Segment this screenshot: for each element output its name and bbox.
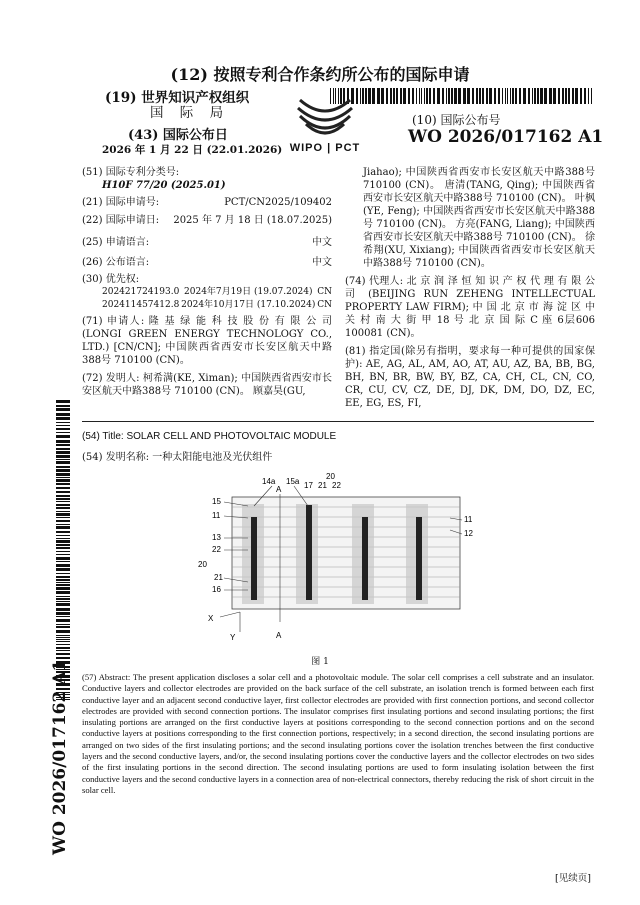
label-20: 20	[326, 472, 335, 481]
label-11-left: 11	[212, 511, 221, 520]
filing-date-label: (22) 国际申请日:	[82, 215, 160, 226]
label-22-left: 22	[212, 545, 221, 554]
label-20-left: 20	[198, 560, 207, 569]
filing-lang-value: 中文	[312, 237, 332, 248]
label-21-left: 21	[214, 573, 223, 582]
pub-lang-value: 中文	[312, 257, 332, 268]
label-X: X	[208, 614, 214, 623]
app-no-value: PCT/CN2025/109402	[224, 197, 332, 208]
label-11-right: 11	[464, 515, 473, 524]
inventors-cont: Jiahao); 中国陕西省西安市长安区航天中路388号 710100 (CN)。 唐清(TANG, Qing); 中国陕西省西安市长安区航天中路388号 710100 (CN)。 叶枫(YE, Feng); 中国陕西省西安市长安区航天中路388号 710100 (CN)。 方亮(FANG, Liang); 中国陕西省西安市长安区航天中路388号 710100 (CN)。 徐希翔(XU, Xixiang); 中国陕西省西安市长安区航天中路388号 710100 (CN)。	[363, 167, 595, 269]
priority-cc: CN	[317, 300, 332, 310]
pub-date-label: (43) 国际公布日	[128, 128, 228, 143]
app-no-label: (21) 国际申请号:	[82, 197, 160, 208]
section-divider	[82, 421, 594, 422]
label-21: 21	[318, 481, 327, 490]
label-22: 22	[332, 481, 341, 490]
agent: (74) 代理人: 北 京 润 泽 恒 知 识 产 权 代 理 有 限 公 司 (BEIJING RUN ZEHENG INTELLECTUAL PROPERTY LAW FIRM); 中 国 北 京 市 海 淀 区 中 关 村 南 大 街 甲 18 号 北 京 国 际 C 座 6层606 100081 (CN)。	[345, 276, 595, 339]
label-13: 13	[212, 533, 221, 542]
ipc-value: H10F 77/20 (2025.01)	[102, 180, 226, 191]
org-name: (19) 世界知识产权组织	[105, 90, 250, 106]
inventors: (72) 发明人: 柯希满(KE, Ximan); 中国陕西省西安市长安区航天中路388号 710100 (CN)。 顾嘉昊(GU,	[82, 373, 332, 397]
org-bureau: 国 际 局	[150, 105, 230, 121]
filing-lang-label: (25) 申请语言:	[82, 237, 150, 248]
label-15: 15	[212, 497, 221, 506]
pub-no-label: (10) 国际公布号	[412, 113, 501, 127]
applicant: (71) 申请人: 隆 基 绿 能 科 技 股 份 有 限 公 司 (LONGI GREEN ENERGY TECHNOLOGY CO., LTD.) [CN/CN]; 中国陕西省西安市长安区航天中路388号 710100 (CN)。	[82, 316, 332, 366]
label-A-top: A	[276, 485, 282, 494]
priority-date: 2024年10月17日 (17.10.2024)	[181, 300, 316, 310]
label-12: 12	[464, 529, 473, 538]
label-16: 16	[212, 585, 221, 594]
side-pub-no: WO 2026/017162 A1	[50, 659, 70, 855]
biblio-right	[345, 166, 595, 410]
filing-date-value: 2025 年 7 月 18 日 (18.07.2025)	[173, 215, 332, 226]
abstract: (57) Abstract: The present application discloses a solar cell and a photovoltaic module. The solar cell comprises a cell substrate and an insulator. Conductive layers and collector electrodes are provided on the back surface of the cell substrate, an isolation trench is formed between each first conductive layer and an adjacent second conductive layer, first collector electrodes are provided with first connection portions, and second collector electrodes are provided with second connection portions. The insulator comprises first insulating portions and second insulating portions; the first insulating portions are arranged on the first conductive layers at positions corresponding to the second connection portions and on the second conductive layers at positions corresponding to the first connection portions, respectively; in a second direction, the second insulating portions are arranged on two sides of the first insulating portions; and the second insulating portions cover the isolation trenches between the first conductive layers and the second conductive layers, and/or, the second insulating portions cover the conductive layers and the collector electrodes on two sides of the first insulating portions in the second direction. The second insulating portions are used to form insulating isolation between the first conductive layers and the second conductive layers in a connection area of non-electrical connectors, thereby reducing the risk of short circuit in the solar cell.	[82, 672, 594, 795]
title-zh: (54) 发明名称: 一种太阳能电池及光伏组件	[82, 452, 273, 463]
document-title: (12) 按照专利合作条约所公布的国际申请	[170, 65, 470, 84]
label-15a: 15a	[286, 477, 300, 486]
continued-note: [见续页]	[555, 873, 591, 884]
wipo-globe-icon	[280, 92, 370, 140]
priority-cc: CN	[317, 287, 332, 297]
designated-states: (81) 指定国(除另有指明，要求每一种可提供的国家保护): AE, AG, AL, AM, AO, AT, AU, AZ, BA, BB, BG, BH, BN, BR, BW, BY, BZ, CA, CH, CL, CN, CO, CR, CU, CV, CZ, DE, DJ, DK, DM, DO, DZ, EC, EE, EG, ES, FI,	[345, 346, 595, 409]
figure-caption: 图 1	[311, 657, 329, 667]
pub-no: WO 2026/017162 A1	[408, 127, 604, 147]
label-14a: 14a	[262, 477, 276, 486]
priority-no: 202411457412.8	[102, 300, 180, 310]
pub-lang-label: (26) 公布语言:	[82, 257, 150, 268]
label-A-bottom: A	[276, 631, 282, 640]
priority-row	[102, 299, 332, 312]
priority-date: 2024年7月19日 (19.07.2024)	[184, 287, 313, 297]
priority-label: (30) 优先权:	[82, 274, 140, 285]
pub-date: 2026 年 1 月 22 日 (22.01.2026)	[102, 144, 283, 156]
label-Y: Y	[230, 633, 236, 642]
wipo-logo	[280, 92, 370, 152]
figure-1	[190, 472, 490, 642]
priority-row	[102, 286, 332, 299]
wipo-pct-text: WIPO | PCT	[289, 142, 361, 154]
title-en: (54) Title: SOLAR CELL AND PHOTOVOLTAIC MODULE	[82, 431, 337, 442]
priority-no: 202421724193.0	[102, 287, 180, 297]
label-17: 17	[304, 481, 313, 490]
ipc-label: (51) 国际专利分类号:	[82, 167, 180, 178]
biblio-left	[82, 166, 332, 398]
